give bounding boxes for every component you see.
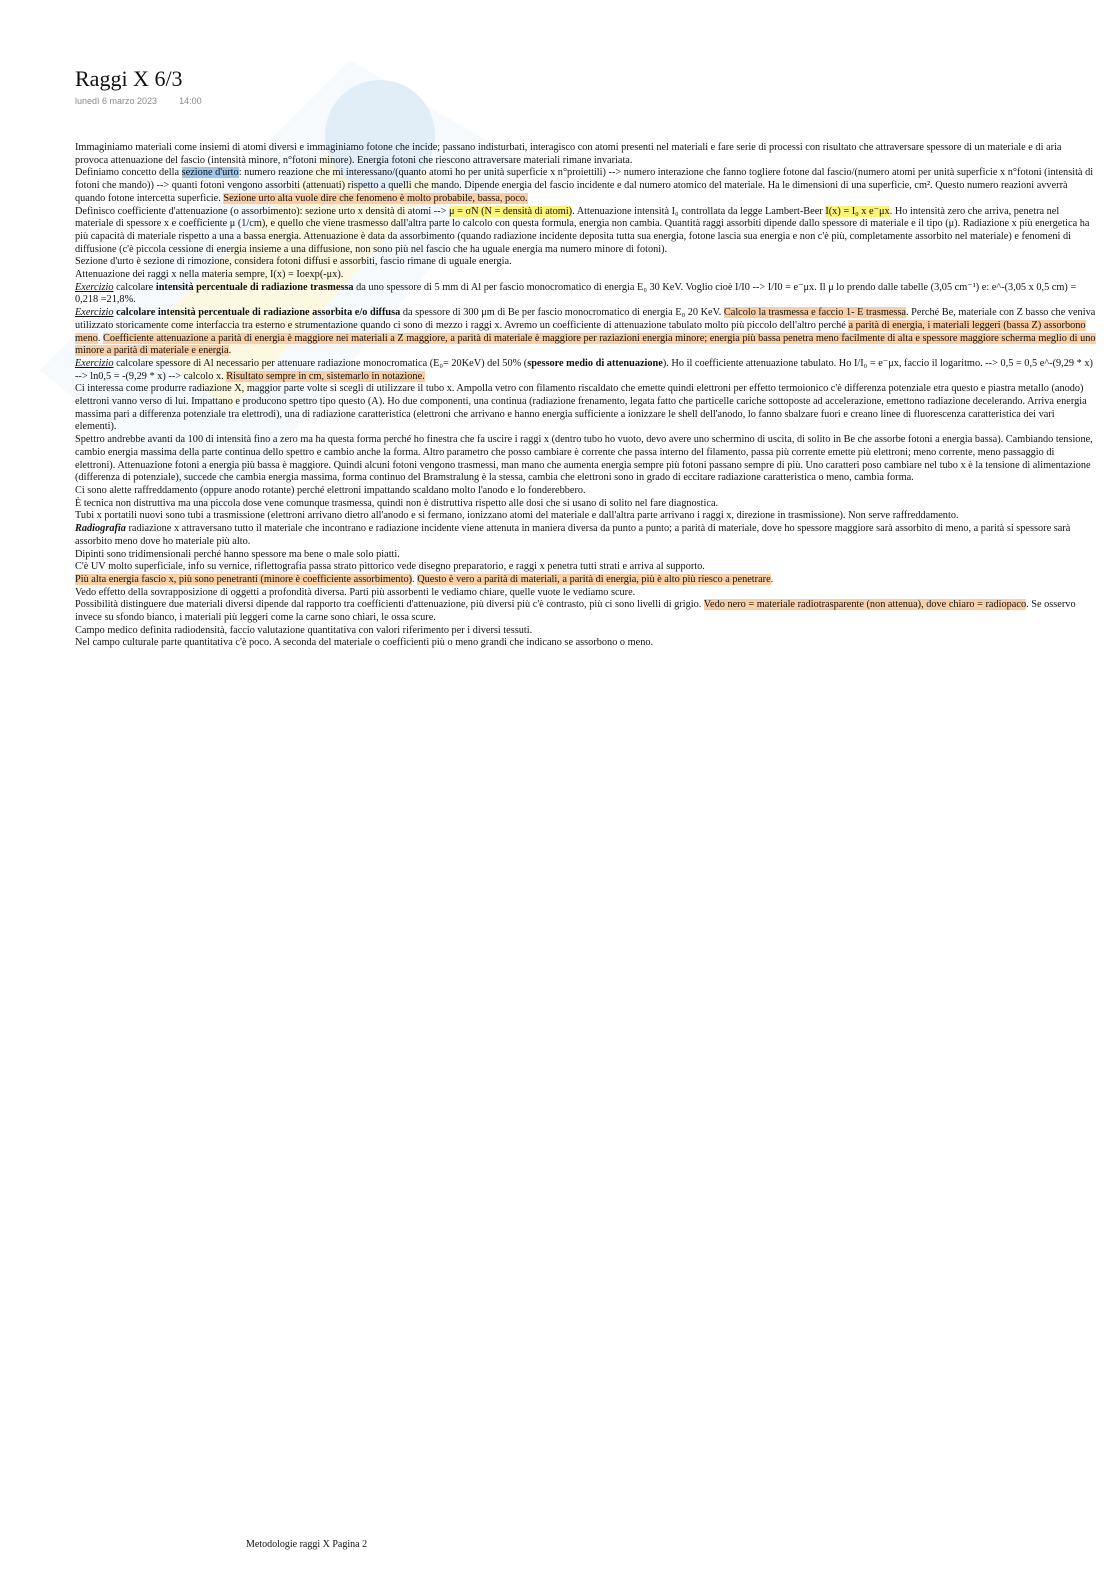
paragraph: Sezione d'urto è sezione di rimozione, considera fotoni diffusi e assorbiti, fascio rimane di uguale energia. [75,256,512,268]
paragraph: Definisco coefficiente d'attenuazione (o assorbimento): sezione urto x densità di atomi --> μ = σN (N = densità di atomi). Attenuazione intensità I₀ controllata da legge Lambert-Beer I(x) = I₀ x e⁻μx. Ho intensità zero che arriva, penetra nel materiale di spessore x e coefficiente μ (1/cm), e quello che viene trasmesso dall'altra parte lo calcolo con questa formula, energia non cambia. Quantità raggi assorbiti dipende dallo spessore di materiale e il tipo (μ). Radiazione x più energetica ha più capacità di materiale rispetto a una a bassa energia. Attenuazione è data da assorbimento (quando radiazione incidente deposita tutta sua energia, fotone lascia sua energia e non c'è più, completamente assorbito nel materiale) e fenomeni di diffusione (c'è piccola cessione di energia insieme a una diffusione, non sono più nel fascio che ha uguale energia ma numero minore di fotoni). [75,205,1090,255]
highlight: Calcolo la trasmessa e faccio 1- E trasmessa [723,307,907,319]
note-body [75,142,1097,650]
exercise-label: Exercizio [75,357,114,369]
highlight: Più alta energia fascio x, più sono penetranti (minore è coefficiente assorbimento) [75,573,413,585]
paragraph: Attenuazione dei raggi x nella materia sempre, I(x) = Ioexp(-μx). [75,269,344,281]
paragraph: Dipinti sono tridimensionali perché hanno spessore ma bene o male solo piatti. [75,548,400,560]
paragraph: Possibilità distinguere due materiali diversi dipende dal rapporto tra coefficienti d'attenuazione, più diversi più c'è contrasto, più ci sono livelli di grigio. Vedo nero = materiale radiotrasparente (non attenua), dove chiaro = radiopaco. Se osservo invece su sfondo bianco, i materiali più leggeri come la carne sono chiari, le ossa scure. [75,599,1076,624]
page-title: Raggi X 6/3 [75,66,183,91]
paragraph: Exercizio calcolare intensità percentuale di radiazione assorbita e/o diffusa da spessore di 300 μm di Be per fascio monocromatico di energia E₀ 20 KeV. Calcolo la trasmessa e faccio 1- E trasmessa. Perché Be, materiale con Z basso che veniva utilizzato storicamente come interfaccia tra esterno e strumentazione quando ci sono di mezzo i raggi x. Avremo un coefficiente di attenuazione tabulato molto più piccolo dell'altro perché a parità di energia, i materiali leggeri (bassa Z) assorbono meno. Coefficiente attenuazione a parità di energia è maggiore nei materiali a Z maggiore, a parità di materiale è maggiore per raziazioni energia minore; energia più bassa penetra meno facilmente di alta e spessore maggiore scherma meglio di uno minore a parità di materiale e energia. [75,307,1096,357]
paragraph: C'è UV molto superficiale, info su vernice, riflettografia passa strato pittorico vede disegno preparatorio, e raggi x penetra tutti strati e arriva al supporto. [75,561,705,573]
highlight: Questo è vero a parità di materiali, a parità di energia, più è alto più riesco a penetrare [417,573,771,585]
exercise-label: Exercizio [75,281,114,293]
paragraph: Exercizio calcolare intensità percentuale di radiazione trasmessa da uno spessore di 5 mm di Al per fascio monocromatico di energia E₀ 30 KeV. Voglio cioè I/I0 --> I/I0 = e⁻μx. Il μ lo prendo dalle tabelle (3,05 cm⁻¹) e: e^-(3,05 x 0,5 cm) = 0,218 =21,8%. [75,281,1077,306]
highlight: Sezione urto alta vuole dire che fenomeno è molto probabile, bassa, poco. [223,192,528,204]
highlight: sezione d'urto [181,167,239,179]
highlight: I(x) = I₀ x e⁻μx [825,205,890,217]
paragraph: Tubi x portatili nuovi sono tubi a trasmissione (elettroni arrivano dietro all'anodo e si fermano, ionizzano atomi del materiale e dall'altra parte arrivano i raggi x, direzione in trasmissione). Non serve raffreddamento. [75,510,959,522]
exercise-label: Exercizio [75,307,114,319]
page-footer: Metodologie raggi X Pagina 2 [246,1539,368,1550]
paragraph: Più alta energia fascio x, più sono penetranti (minore è coefficiente assorbimento). Questo è vero a parità di materiali, a parità di energia, più è alto più riesco a penetrare. [75,573,774,585]
highlight: a parità di energia, i materiali leggeri (bassa Z) assorbono meno [75,319,1086,344]
page-date: lunedì 6 marzo 2023 [75,96,158,106]
highlight: μ = σN (N = densità di atomi) [449,205,573,217]
paragraph: Radiografia radiazione x attraversano tutto il materiale che incontrano e radiazione incidente viene attenuta in maniera diversa da punto a punto; a parità di materiale, dove ho spessore maggiore sarà assorbito di meno, a parità si spessore sarà assorbito meno dove ho materiale più alto. [75,523,1071,547]
highlight: Coefficiente attenuazione a parità di energia è maggiore nei materiali a Z maggiore, a parità di materiale è maggiore per raziazioni energia minore; energia più bassa penetra meno facilmente di alta e spessore maggiore scherma meglio di uno minore a parità di materiale e energia [75,332,1096,357]
paragraph: Immaginiamo materiali come insiemi di atomi diversi e immaginiamo fotone che incide; passano indisturbati, interagisco con atomi presenti nel materiali e fare serie di processi con risultato che attraversare spessore di un materiale e di aria provoca attenuazione del fascio (intensità minore, n°fotoni minore). Energia fotoni che riescono attraversare materiali rimane invariata. [75,142,1062,166]
paragraph: Exercizio calcolare spessore di Al necessario per attenuare radiazione monocromatica (E₀= 20KeV) del 50% (spessore medio di attenuazione). Ho il coefficiente attenuazione tabulato. Ho I/I₀ = e⁻μx, faccio il logaritmo. --> 0,5 = 0,5 e^-(9,29 * x) --> ln0,5 = -(9,29 * x) --> calcolo x. Risultato sempre in cm, sistemarlo in notazione. [75,357,1093,382]
paragraph: È tecnica non distruttiva ma una piccola dose vene comunque trasmessa, quindi non è distruttiva rispetto alle dosi che si usano di solito nel fare diagnostica. [75,497,719,509]
page-time: 14:00 [179,96,202,106]
highlight: Risultato sempre in cm, sistemarlo in notazione. [226,370,425,382]
page-meta [75,96,202,106]
paragraph: Vedo effetto della sovrapposizione di oggetti a profondità diversa. Parti più assorbenti le vediamo chiare, quelle vuote le vediamo scure. [75,586,636,598]
paragraph: Nel campo culturale parte quantitativa c'è poco. A seconda del materiale o coefficienti più o meno grandi che indicano se assorbono o meno. [75,637,654,649]
paragraph: Spettro andrebbe avanti da 100 di intensità fino a zero ma ha questa forma perché ho finestra che fa uscire i raggi x (dentro tubo ho vuoto, devo avere uno schermino di uscita, di solito in Be che assorbe fotoni a energia bassa). Cambiando tensione, cambio energia massima della parte continua dello spettro e cambio anche la forma. Altro parametro che posso cambiare è corrente che passa interno del filamento, passa più corrente emette più elettroni; meno corrente, meno passaggio di elettroni). Attenuazione fotoni a energia più bassa è maggiore. Quindi alcuni fotoni vengono trasmessi, man mano che aumenta energia sempre più fotoni passano sempre di più. Uno caratteri poso cambiare nel tubo x è la tensione di alimentazione (differenza di potenziale), succede che cambia energia massima, forma continuo del Bramstralung è la stessa, cambia che elettroni sono in grado di eccitare radiazione caratteristica o meno, cambia forma. [75,434,1093,484]
paragraph: Definiamo concetto della sezione d'urto: numero reazione che mi interessano/(quanto atomi ho per unità superficie x n°proiettili) --> numero interazione che fanno togliere fotone dal fascio/(numero atomi per unità superficie x n°fotoni (intensità di fotoni che mando)) --> quanti fotoni vengono assorbiti (attenuati) rispetto a quelli che mando. Dipende energia del fascio incidente e dal numero atomico del materiale. Ha le dimensioni di una superficie, cm². Questo numero reazioni avverrà quando fotone intercetta superficie. Sezione urto alta vuole dire che fenomeno è molto probabile, bassa, poco. [75,167,1094,204]
paragraph: Ci sono alette raffreddamento (oppure anodo rotante) perché elettroni impattando scaldano molto l'anodo e lo fonderebbero. [75,484,586,496]
highlight: Vedo nero = materiale radiotrasparente (non attenua), dove chiaro = radiopaco [703,599,1027,611]
paragraph: Ci interessa come produrre radiazione X, maggior parte volte si scegli di utilizzare il tubo x. Ampolla vetro con filamento riscaldato che emette quindi elettroni per effetto termoionico c'è differenza potenziale etra questo e piastra metallo (anodo) elettroni vanno verso di lui. Impattano e producono spettro tipo questo (A). Ho due componenti, una continua (radiazione frenamento, legata fatto che particelle cariche sottoposte ad accelerazione, emettono radiazione decelerando. Arriva energia massima pari a differenza potenziale tra elettrodi), una di radiazione caratteristica (elettroni che arrivano e hanno energia sufficiente a ionizzare le shell dell'anodo, lo fanno sbalzare fuori e creano linee di fluorescenza caratteristica dei vari elementi). [75,383,1087,433]
paragraph: Campo medico definita radiodensità, faccio valutazione quantitativa con valori riferimento per i diversi tessuti. [75,624,533,636]
